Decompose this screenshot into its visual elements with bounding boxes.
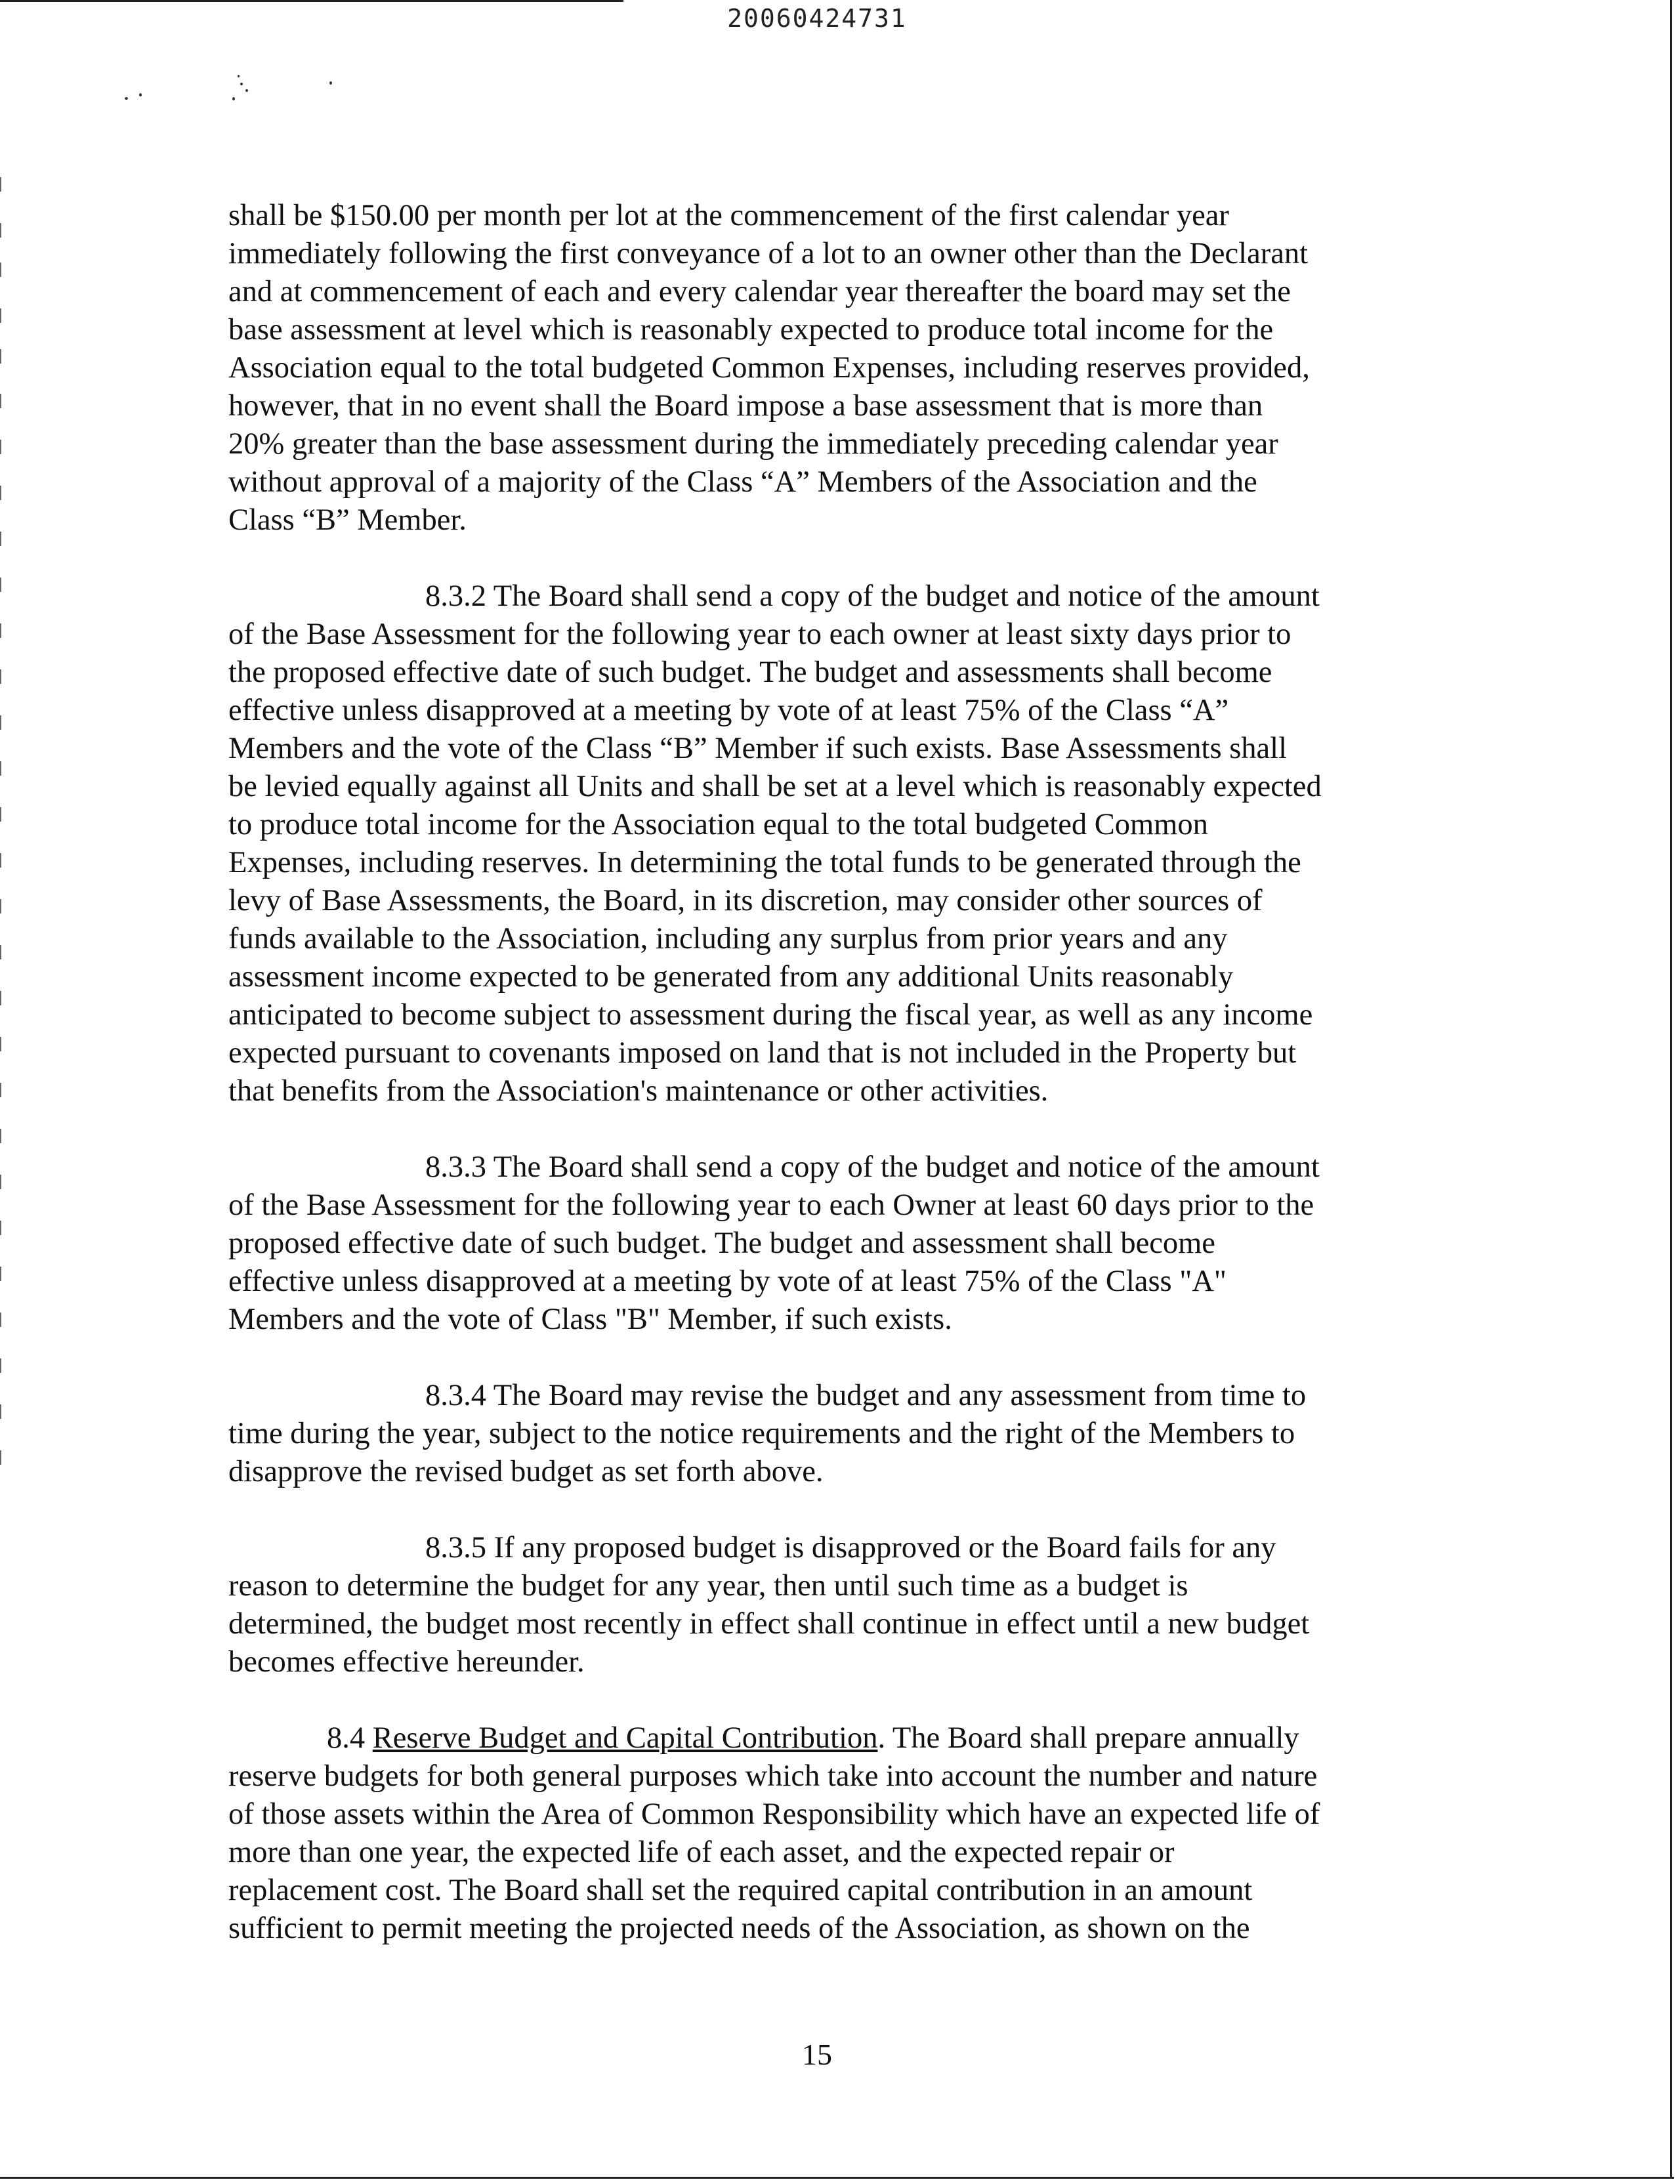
paragraph-8-3-4: 8.3.4 The Board may revise the budget and any assessment from time to time during the year, subject to the notice requirements and the right of the Members to disapprove the revised budget as set forth above. <box>228 1379 1307 1488</box>
page-number: 15 <box>802 2038 832 2071</box>
page-border-right <box>1670 0 1672 2177</box>
page-border-bottom <box>0 2177 1674 2179</box>
paragraph-8-4 <box>228 1719 1410 1948</box>
section-text: . The Board shall prepare annually reserve budgets for both general purposes which take into account the number and nature of those assets within the Area of Common Responsibility which have an expected life of more than one year, the expected life of each asset, and the expected repair or replacement cost. The Board shall set the required capital contribution in an amount sufficient to permit meeting the projected needs of the Association, as shown on the <box>228 1721 1320 1945</box>
paragraph-continuation: shall be $150.00 per month per lot at the commencement of the first calendar year immediately following the first conveyance of a lot to an owner other than the Declarant and at commencement of each and every calendar year thereafter the board may set the base assessment at level which is reasonably expected to produce total income for the Association equal to the total budgeted Common Expenses, including reserves provided, however, that in no event shall the Board impose a base assessment that is more than 20% greater than the base assessment during the immediately preceding calendar year without approval of a majority of the Class “A” Members of the Association and the Class “B” Member. <box>228 199 1310 537</box>
section-number: 8.4 <box>327 1721 373 1755</box>
document-number: 20060424731 <box>727 4 907 33</box>
paragraph-8-3-5: 8.3.5 If any proposed budget is disapproved or the Board fails for any reason to determine the budget for any year, then until such time as a budget is determined, the budget most recently in effect shall continue in effect until a new budget becomes effective hereunder. <box>228 1531 1310 1679</box>
scan-margin-ticks <box>0 177 2 1490</box>
scan-specks <box>125 71 348 117</box>
paragraph-8-3-2: 8.3.2 The Board shall send a copy of the budget and notice of the amount of the Base Assessment for the following year to each owner at least sixty days prior to the proposed effective date of such budget. The budget and assessments shall become effective unless disapproved at a meeting by vote of at least 75% of the Class “A” Members and the vote of the Class “B” Member if such exists. Base Assessments shall be levied equally against all Units and shall be set at a level which is reasonably expected to produce total income for the Association equal to the total budgeted Common Expenses, including reserves. In determining the total funds to be generated through the levy of Base Assessments, the Board, in its discretion, may consider other sources of funds available to the Association, including any surplus from prior years and any assessment income expected to be generated from any additional Units reasonably anticipated to become subject to assessment during the fiscal year, as well as any income expected pursuant to covenants imposed on land that is not included in the Property but that benefits from the Association's maintenance or other activities. <box>228 579 1322 1108</box>
page-border-top <box>0 0 623 2</box>
document-body <box>228 197 1410 1986</box>
paragraph-8-3-3: 8.3.3 The Board shall send a copy of the budget and notice of the amount of the Base Assessment for the following year to each Owner at least 60 days prior to the proposed effective date of such budget. The budget and assessment shall become effective unless disapproved at a meeting by vote of at least 75% of the Class "A" Members and the vote of Class "B" Member, if such exists. <box>228 1150 1320 1336</box>
section-heading: Reserve Budget and Capital Contribution <box>372 1721 878 1755</box>
